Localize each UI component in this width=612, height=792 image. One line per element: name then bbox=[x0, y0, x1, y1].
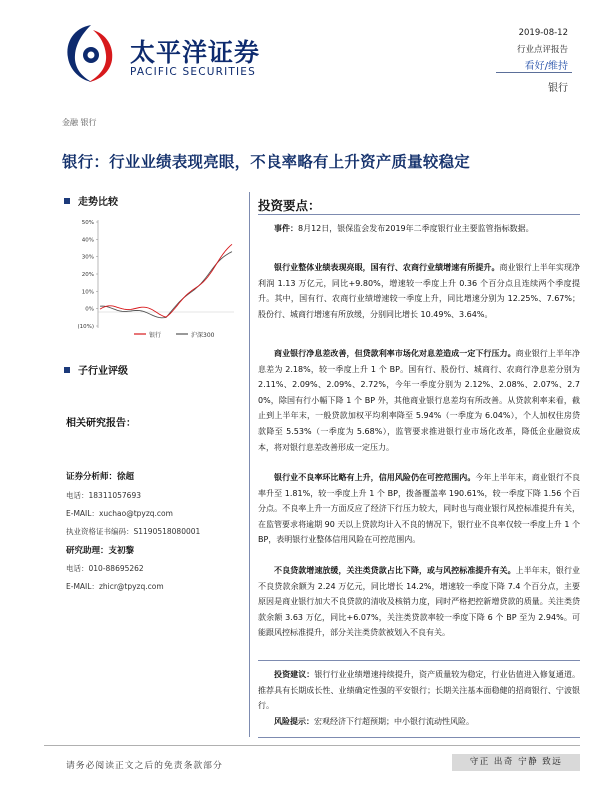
analyst-email: xuchao@tpyzq.com bbox=[98, 509, 173, 518]
y-tick-label: 20% bbox=[81, 272, 94, 278]
legend-index-label: 沪深300 bbox=[191, 332, 215, 339]
report-title: 银行：行业业绩表现亮眼，不良率略有上升资产质量较稳定 bbox=[62, 153, 470, 171]
y-tick-label: 0% bbox=[85, 306, 94, 313]
trend-chart-y-ticks bbox=[77, 220, 98, 330]
brand-name-en: PACIFIC SECURITIES bbox=[130, 66, 257, 78]
assistant-phone: 010-88695262 bbox=[88, 564, 144, 573]
analyst-phone: 18311057693 bbox=[88, 491, 141, 500]
column-divider bbox=[249, 192, 250, 737]
highlights-divider bbox=[258, 214, 580, 215]
section-bullet-icon bbox=[64, 198, 70, 204]
report-sector: 银行 bbox=[548, 83, 568, 94]
paragraph-npl-balance: 不良贷款增速放缓，关注类贷款占比下降，或与风控标准提升有关。上半年末，银行业不良贷款余额为 2.24 万亿元，同比增长 14.2%，增速较一季度下降 7.4 个百分点，主要原因是商业银行加大不良贷款的清收及核销力度，同时严格把控新增贷款的质量。关注类贷款余额 3.63 万亿，同比+6.07%，关注类贷款率较一季度下降 6 个 BP 至为 2.94%。可能跟风控标准提升，部分关注类贷款被划入不良有关。 bbox=[258, 566, 581, 638]
brand-name-cn: 太平洋证券 bbox=[130, 38, 261, 67]
legend-sector-label: 银行 bbox=[149, 332, 162, 339]
investment-advice: 投资建议：银行行业业绩增速持续提升，资产质量较为稳定，行业估值进入修复通道。推荐具有长期成长性、业绩确定性强的平安银行；长期关注基本面稳健的招商银行、宁波银行。 bbox=[258, 670, 581, 711]
analyst-phone-row: 电话：18311057693 bbox=[66, 491, 141, 500]
assistant-row bbox=[66, 544, 134, 556]
license-row: 执业资格证书编码：S1190518080001 bbox=[66, 527, 201, 536]
section-bullet-icon bbox=[64, 367, 70, 373]
risk-warning: 风险提示：宏观经济下行超预期；中小银行流动性风险。 bbox=[274, 717, 474, 726]
sector-series-line bbox=[100, 244, 232, 317]
report-rating: 看好/维持 bbox=[524, 61, 568, 72]
y-tick-label: 40% bbox=[81, 237, 94, 244]
event-paragraph: 事件：8月12日，银保监会发布2019年二季度银行业主要监管指标数据。 bbox=[274, 224, 534, 233]
y-tick-label: 10% bbox=[81, 289, 94, 296]
y-tick-label: (10%) bbox=[77, 324, 94, 330]
assistant-label: 研究助理： bbox=[66, 546, 109, 556]
pacific-securities-logo-icon bbox=[62, 22, 120, 86]
chart-legend bbox=[134, 331, 215, 339]
footer-divider bbox=[44, 745, 580, 746]
paragraph-earnings: 银行业整体业绩表现亮眼，国有行、农商行业绩增速有所提升。商业银行上半年实现净利润 1.13 万亿元，同比+9.80%，增速较一季度上升 0.36 个百分点且连续两个季度提升。其中，国有行、农商行业绩增速较一季度上升，同比增速分别为 12.25%、7.67%；股份行、城商行增速有所放缓，分别同比增长 10.49%、3.64%。 bbox=[258, 263, 581, 319]
related-reports-label: 相关研究报告： bbox=[66, 418, 136, 429]
advice-box-bottom-rule bbox=[258, 737, 580, 738]
analyst-label: 证券分析师： bbox=[66, 472, 118, 482]
trend-title: 走势比较 bbox=[78, 197, 118, 208]
highlights-title: 投资要点： bbox=[258, 198, 321, 213]
assistant-email: zhicr@tpyzq.com bbox=[98, 582, 164, 591]
advice-box-top-rule bbox=[258, 660, 580, 661]
trend-chart bbox=[64, 210, 240, 342]
paragraph-npl-ratio: 银行业不良率环比略有上升，信用风险仍在可控范围内。今年上半年末，商业银行不良率升至 1.81%，较一季度上升 1 个 BP，拨备覆盖率 190.61%，较一季度下降 1.56 个百分点。不良率上升一方面反应了经济下行压力较大，同时也与商业银行风控标准提升有关，在监管要求将逾期 90 天以上贷款均计入不良的情况下，银行业不良率仅较一季度上升 1 个 BP，表明银行业整体信用风险在可控范围内。 bbox=[258, 473, 581, 545]
analyst-name: 徐超 bbox=[117, 472, 135, 482]
analyst-row bbox=[66, 470, 134, 482]
y-tick-label: 30% bbox=[81, 254, 94, 261]
assistant-name: 支初黎 bbox=[108, 546, 135, 556]
report-category: 金融 银行 bbox=[62, 118, 97, 127]
report-date: 2019-08-12 bbox=[518, 28, 568, 38]
assistant-email-row: E-MAIL：zhicr@tpyzq.com bbox=[66, 582, 164, 591]
assistant-phone-row: 电话：010-88695262 bbox=[66, 564, 144, 573]
rating-divider bbox=[496, 72, 572, 73]
y-tick-label: 50% bbox=[81, 220, 94, 226]
footer-disclaimer: 请务必阅读正文之后的免责条款部分 bbox=[66, 761, 223, 771]
footer-motto: 守正 出奇 宁静 致远 bbox=[452, 754, 580, 771]
report-type: 行业点评报告 bbox=[516, 45, 568, 55]
sub-rating-title: 子行业评级 bbox=[78, 366, 128, 377]
paragraph-net-interest-margin: 商业银行净息差改善，但贷款利率市场化对息差造成一定下行压力。商业银行上半年净息差为 2.18%，较一季度上升 1 个 BP。国有行、股份行、城商行、农商行净息差分别为 2.11%、2.09%、2.09%、2.72%，今年一季度分别为 2.12%、2.08%、2.07%、2.70%，除国有行小幅下降 1 个 BP 外，其他商业银行息差均有所改善。从贷款利率来看，截止到上半年末，一般贷款加权平均利率降至 5.94%（一季度为 6.04%），个人加权住房贷款降至 5.53%（一季度为 5.68%），监管要求推进银行业市场化改革，降低企业融资成本，将对银行息差改善形成一定压力。 bbox=[258, 349, 581, 452]
analyst-email-row: E-MAIL：xuchao@tpyzq.com bbox=[66, 509, 173, 518]
license-number: S1190518080001 bbox=[133, 527, 201, 536]
